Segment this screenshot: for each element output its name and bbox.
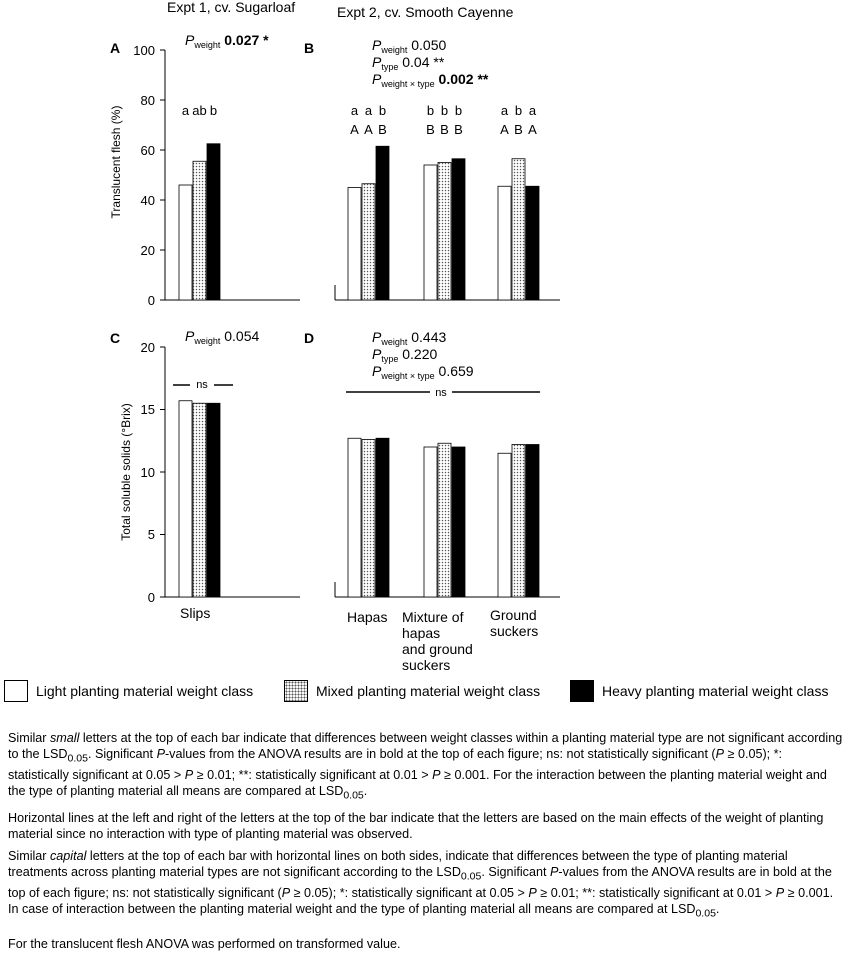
y-axis-title-bottom: Total soluble solids (°Brix) [119, 403, 133, 541]
y-tick-label: 20 [140, 340, 155, 355]
y-tick-label: 60 [140, 143, 155, 158]
y-tick-label: 80 [140, 93, 155, 108]
panel-letter-c: C [110, 330, 121, 346]
category-label-slips: Slips [180, 605, 211, 621]
bar-mixed-panel-b-1 [438, 163, 451, 301]
note-horizontal-lines: Horizontal lines at the left and right of the letters at the top of the bar indicate that the letters are based on the main effects of the weight of planting material since no interaction with type of planting material was observed. [8, 810, 824, 842]
stat-d-type: $P_{type}$ 0.220 [372, 346, 438, 364]
chart-marks [179, 103, 539, 597]
category-label-ground-suckers: Ground suckers [490, 607, 539, 639]
bar-heavy-panel-d-0 [376, 438, 389, 597]
bar-light-panel-d-2 [498, 453, 511, 597]
category-label-mixture: Mixture of hapas and ground suckers [402, 609, 473, 673]
bar-heavy-panel-c-0 [207, 403, 220, 597]
legend-item-heavy [570, 680, 828, 702]
y-axis-title-top: Translucent flesh (%) [109, 105, 123, 219]
bar-mixed-panel-d-0 [362, 440, 375, 598]
stat-c-weight: $P_{weight}$ 0.054 [185, 328, 260, 346]
bar-mixed-panel-b-0 [362, 184, 375, 300]
significance-letter-small: b [426, 103, 435, 118]
bar-light-panel-a-0 [179, 185, 192, 300]
significance-letter-small: b [209, 103, 218, 118]
panel-letter-a: A [110, 40, 121, 56]
significance-letter-capital: B [378, 122, 387, 137]
legend-item-mixed [284, 680, 540, 702]
significance-letter-small: a [500, 103, 509, 118]
bar-heavy-panel-b-2 [526, 186, 539, 300]
y-tick-label: 20 [140, 243, 155, 258]
bar-mixed-panel-b-2 [512, 159, 525, 300]
bar-heavy-panel-d-2 [526, 445, 539, 598]
legend-label-heavy: Heavy planting material weight class [602, 683, 829, 699]
expt2-header: Expt 2, cv. Smooth Cayenne [337, 4, 514, 20]
footnotes [8, 730, 844, 958]
bar-heavy-panel-b-0 [376, 146, 389, 300]
bar-light-panel-d-0 [348, 438, 361, 597]
panel-letter-d: D [304, 330, 315, 346]
legend-item-light [4, 680, 253, 702]
panel-letter-b: B [304, 40, 315, 56]
legend [0, 680, 851, 710]
note-capital-letters: Similar capital letters at the top of each bar with horizontal lines on both sides, indicate that differences between the type of planting material treatments across planting material types are not significant according to the $LSD_{0.05}$. Significant P-values from the ANOVA results are in bold at the top of each figure; ns: not statistically significant (P ≥ 0.05); *: statistically significant at 0.05 > P ≥ 0.01; **: statistically significant at 0.01 > P ≥ 0.001. In case of interaction between the planting material weight and the type of planting material all means are compared at $LSD_{0.05}$. [8, 849, 834, 920]
bar-mixed-panel-a-0 [193, 161, 206, 300]
bar-heavy-panel-a-0 [207, 144, 220, 300]
stat-a-weight: $P_{weight}$ 0.027 * [185, 32, 269, 50]
y-tick-label: 40 [140, 193, 155, 208]
stat-d-interaction: $P_{weight \times type}$ 0.659 [372, 363, 474, 381]
legend-swatch-light [4, 680, 28, 702]
significance-letter-capital: B [440, 122, 449, 137]
expt1-header: Expt 1, cv. Sugarloaf [167, 0, 296, 15]
significance-letter-capital: A [350, 122, 359, 137]
significance-letter-small: ab [192, 103, 207, 118]
significance-letter-capital: A [528, 122, 537, 137]
bar-mixed-panel-d-2 [512, 445, 525, 598]
ns-label-d: ns [435, 387, 447, 399]
significance-letter-capital: A [364, 122, 373, 137]
significance-letter-small: b [514, 103, 523, 118]
bar-light-panel-b-0 [348, 188, 361, 301]
bar-mixed-panel-c-0 [193, 403, 206, 597]
y-tick-label: 15 [140, 402, 155, 417]
bar-light-panel-c-0 [179, 401, 192, 597]
bar-heavy-panel-b-1 [452, 159, 465, 300]
significance-letter-small: a [364, 103, 373, 118]
significance-letter-capital: B [426, 122, 435, 137]
stat-d-weight: $P_{weight}$ 0.443 [372, 329, 447, 347]
significance-letter-small: a [350, 103, 359, 118]
significance-letter-small: b [440, 103, 449, 118]
y-tick-label: 5 [147, 527, 155, 542]
legend-swatch-heavy [570, 680, 594, 702]
significance-letter-small: b [378, 103, 387, 118]
category-label-hapas: Hapas [347, 609, 388, 625]
stat-b-weight: $P_{weight}$ 0.050 [372, 37, 447, 55]
legend-swatch-mixed [284, 680, 308, 702]
note-small-letters: Similar small letters at the top of each bar indicate that differences between weight classes within a planting material type are not significant according to the $LSD_{0.05}$. Significant P-values from the ANOVA results are in bold at the top of each figure; ns: not statistically significant (P ≥ 0.05); *: statistically significant at 0.05 > P ≥ 0.01; **: statistically significant at 0.01 > P ≥ 0.001. For the interaction between the planting material weight and the type of planting material all means are compared at $LSD_{0.05}$. [8, 731, 843, 802]
y-tick-label: 0 [147, 590, 155, 605]
stat-b-interaction: $P_{weight \times type}$ 0.002 ** [372, 71, 489, 89]
legend-label-mixed: Mixed planting material weight class [316, 683, 541, 699]
significance-letter-small: a [181, 103, 190, 118]
y-tick-label: 10 [140, 465, 155, 480]
significance-letter-capital: A [500, 122, 509, 137]
bar-light-panel-b-2 [498, 186, 511, 300]
stat-b-type: $P_{type}$ 0.04 ** [372, 54, 445, 72]
significance-letter-small: a [528, 103, 537, 118]
significance-letter-capital: B [454, 122, 463, 137]
bar-heavy-panel-d-1 [452, 447, 465, 597]
significance-letter-small: b [454, 103, 463, 118]
legend-label-light: Light planting material weight class [36, 683, 254, 699]
significance-letter-capital: B [514, 122, 523, 137]
bar-mixed-panel-d-1 [438, 443, 451, 597]
ns-label-c: ns [196, 379, 208, 391]
y-tick-label: 0 [147, 293, 155, 308]
y-ticks-top [133, 43, 165, 308]
y-ticks-bottom [141, 340, 165, 605]
bar-light-panel-d-1 [424, 447, 437, 597]
y-tick-label: 100 [133, 43, 155, 58]
note-transformed: For the translucent flesh ANOVA was performed on transformed value. [8, 937, 401, 952]
bar-light-panel-b-1 [424, 165, 437, 300]
